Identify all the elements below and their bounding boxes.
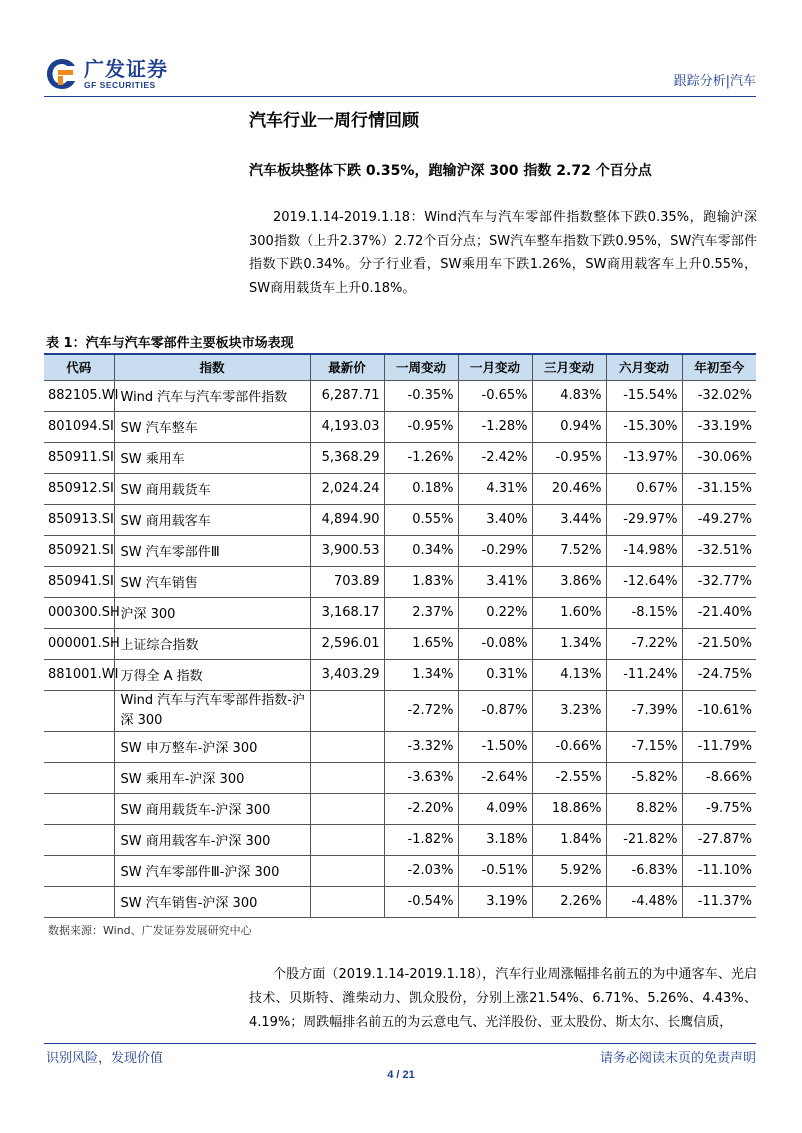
cell-value: 2.37%: [384, 597, 458, 628]
header-divider: [44, 96, 756, 97]
table-row: [44, 824, 756, 855]
cell-value: 3.41%: [458, 566, 532, 597]
cell-value: -0.95%: [384, 411, 458, 442]
cell-value: 4,894.90: [310, 504, 384, 535]
cell-value: 4.09%: [458, 793, 532, 824]
cell-value: -7.15%: [606, 731, 682, 762]
cell-value: [310, 731, 384, 762]
cell-code: 850911.SI: [44, 442, 114, 473]
cell-value: 2.26%: [532, 886, 606, 917]
cell-value: [310, 690, 384, 731]
cell-value: -0.51%: [458, 855, 532, 886]
cell-value: 0.18%: [384, 473, 458, 504]
cell-value: -0.35%: [384, 380, 458, 411]
table-row: [44, 659, 756, 690]
cell-value: -1.28%: [458, 411, 532, 442]
cell-value: [310, 824, 384, 855]
cell-value: -7.22%: [606, 628, 682, 659]
section-title: 汽车行业一周行情回顾: [249, 111, 419, 131]
cell-value: -1.26%: [384, 442, 458, 473]
cell-value: -2.72%: [384, 690, 458, 731]
cell-code: 000300.SH: [44, 597, 114, 628]
cell-value: -3.32%: [384, 731, 458, 762]
cell-value: 1.34%: [384, 659, 458, 690]
cell-value: -33.19%: [682, 411, 756, 442]
cell-value: -10.61%: [682, 690, 756, 731]
cell-index-name: SW 商用载货车: [114, 473, 310, 504]
cell-value: 3.44%: [532, 504, 606, 535]
cell-index-name: SW 汽车零部件Ⅲ-沪深 300: [114, 855, 310, 886]
table-row: [44, 855, 756, 886]
cell-value: -0.95%: [532, 442, 606, 473]
cell-value: -1.50%: [458, 731, 532, 762]
col-header: 三月变动: [532, 354, 606, 380]
cell-value: -5.82%: [606, 762, 682, 793]
col-header: 六月变动: [606, 354, 682, 380]
cell-index-name: 上证综合指数: [114, 628, 310, 659]
cell-value: 4.83%: [532, 380, 606, 411]
cell-value: 3,168.17: [310, 597, 384, 628]
cell-code: 850941.SI: [44, 566, 114, 597]
cell-index-name: SW 汽车销售-沪深 300: [114, 886, 310, 917]
footer-divider: [44, 1043, 756, 1044]
cell-value: -0.08%: [458, 628, 532, 659]
cell-value: 4.13%: [532, 659, 606, 690]
table-row: [44, 442, 756, 473]
summary-paragraph: 2019.1.14-2019.1.18：Wind汽车与汽车零部件指数整体下跌0.35%，跑输沪深300指数（上升2.37%）2.72个百分点；SW汽车整车指数下跌0.95%，SW汽车零部件指数下跌0.34%。分子行业看，SW乘用车下跌1.26%，SW商用载客车上升0.55%，SW商用载货车上升0.18%。: [249, 210, 757, 296]
cell-value: -11.37%: [682, 886, 756, 917]
cell-code: 882105.WI: [44, 380, 114, 411]
cell-value: 703.89: [310, 566, 384, 597]
cell-value: 3.86%: [532, 566, 606, 597]
cell-value: -1.82%: [384, 824, 458, 855]
cell-value: -2.64%: [458, 762, 532, 793]
cell-index-name: 沪深 300: [114, 597, 310, 628]
cell-index-name: SW 商用载货车-沪深 300: [114, 793, 310, 824]
cell-value: 1.65%: [384, 628, 458, 659]
cell-value: 3,900.53: [310, 535, 384, 566]
stock-paragraph: 个股方面（2019.1.14-2019.1.18），汽车行业周涨幅排名前五的为中通客车、光启技术、贝斯特、潍柴动力、凯众股份，分别上涨21.54%、6.71%、5.26%、4.43%、4.19%；周跌幅排名前五的为云意电气、光洋股份、亚太股份、斯太尔、长鹰信质，: [249, 967, 757, 1030]
cell-value: 7.52%: [532, 535, 606, 566]
cell-code: [44, 886, 114, 917]
table-row: [44, 566, 756, 597]
cell-value: [310, 886, 384, 917]
cell-value: 1.84%: [532, 824, 606, 855]
table-row: [44, 731, 756, 762]
cell-index-name: SW 汽车销售: [114, 566, 310, 597]
cell-value: 5.92%: [532, 855, 606, 886]
cell-value: -15.30%: [606, 411, 682, 442]
cell-value: 1.60%: [532, 597, 606, 628]
table-row: [44, 762, 756, 793]
cell-value: 18.86%: [532, 793, 606, 824]
cell-value: -8.15%: [606, 597, 682, 628]
cell-code: [44, 690, 114, 731]
sub-title: 汽车板块整体下跌 0.35%，跑输沪深 300 指数 2.72 个百分点: [249, 163, 652, 179]
cell-index-name: 万得全 A 指数: [114, 659, 310, 690]
table-row: [44, 473, 756, 504]
cell-code: 850913.SI: [44, 504, 114, 535]
cell-value: 4,193.03: [310, 411, 384, 442]
table-row: [44, 380, 756, 411]
cell-code: 801094.SI: [44, 411, 114, 442]
report-category: 跟踪分析|汽车: [673, 74, 756, 89]
cell-value: -21.40%: [682, 597, 756, 628]
cell-value: -7.39%: [606, 690, 682, 731]
cell-value: 0.22%: [458, 597, 532, 628]
cell-code: [44, 762, 114, 793]
cell-value: -0.87%: [458, 690, 532, 731]
col-header: 代码: [44, 354, 114, 380]
cell-value: 2,024.24: [310, 473, 384, 504]
col-header: 一周变动: [384, 354, 458, 380]
cell-value: -27.87%: [682, 824, 756, 855]
cell-value: -2.20%: [384, 793, 458, 824]
cell-value: -2.55%: [532, 762, 606, 793]
table-row: [44, 628, 756, 659]
table-row: [44, 690, 756, 731]
cell-value: -3.63%: [384, 762, 458, 793]
cell-value: -9.75%: [682, 793, 756, 824]
cell-code: 881001.WI: [44, 659, 114, 690]
table-row: [44, 886, 756, 917]
cell-value: 0.34%: [384, 535, 458, 566]
company-logo: [44, 56, 168, 92]
cell-value: -24.75%: [682, 659, 756, 690]
cell-index-name: SW 商用载客车-沪深 300: [114, 824, 310, 855]
cell-code: [44, 855, 114, 886]
cell-value: 3.40%: [458, 504, 532, 535]
table-row: [44, 411, 756, 442]
cell-code: 000001.SH: [44, 628, 114, 659]
market-table: [44, 353, 756, 918]
cell-value: -0.54%: [384, 886, 458, 917]
cell-index-name: Wind 汽车与汽车零部件指数: [114, 380, 310, 411]
cell-value: 1.34%: [532, 628, 606, 659]
cell-value: 4.31%: [458, 473, 532, 504]
cell-value: -21.82%: [606, 824, 682, 855]
cell-value: 5,368.29: [310, 442, 384, 473]
col-header: 一月变动: [458, 354, 532, 380]
cell-value: [310, 855, 384, 886]
footer-slogan: 识别风险，发现价值: [46, 1051, 164, 1066]
cell-value: -21.50%: [682, 628, 756, 659]
cell-value: -11.24%: [606, 659, 682, 690]
cell-value: -11.10%: [682, 855, 756, 886]
cell-value: -32.77%: [682, 566, 756, 597]
cell-value: -4.48%: [606, 886, 682, 917]
cell-value: -11.79%: [682, 731, 756, 762]
logo-text-cn: 广发证券: [84, 57, 168, 81]
cell-code: [44, 731, 114, 762]
logo-text-en: GF SECURITIES: [84, 80, 156, 90]
cell-code: [44, 824, 114, 855]
cell-value: 0.94%: [532, 411, 606, 442]
cell-index-name: SW 申万整车-沪深 300: [114, 731, 310, 762]
page-number: 4 / 21: [387, 1069, 415, 1081]
cell-value: -6.83%: [606, 855, 682, 886]
cell-index-name: SW 乘用车: [114, 442, 310, 473]
cell-value: 0.31%: [458, 659, 532, 690]
cell-value: -49.27%: [682, 504, 756, 535]
data-source-note: 数据来源：Wind、广发证券发展研究中心: [48, 924, 252, 937]
cell-index-name: SW 汽车零部件Ⅲ: [114, 535, 310, 566]
cell-value: -0.65%: [458, 380, 532, 411]
cell-value: 0.67%: [606, 473, 682, 504]
cell-value: 2,596.01: [310, 628, 384, 659]
cell-value: -32.51%: [682, 535, 756, 566]
page-header: [44, 50, 756, 100]
cell-code: [44, 793, 114, 824]
table-row: [44, 793, 756, 824]
cell-value: 0.55%: [384, 504, 458, 535]
cell-value: -2.03%: [384, 855, 458, 886]
col-header: 年初至今: [682, 354, 756, 380]
cell-value: 20.46%: [532, 473, 606, 504]
table-row: [44, 535, 756, 566]
cell-index-name: SW 汽车整车: [114, 411, 310, 442]
cell-value: -31.15%: [682, 473, 756, 504]
cell-index-name: SW 乘用车-沪深 300: [114, 762, 310, 793]
cell-value: 3.19%: [458, 886, 532, 917]
table-caption: 表 1：汽车与汽车零部件主要板块市场表现: [46, 336, 294, 351]
cell-value: -14.98%: [606, 535, 682, 566]
col-header: 最新价: [310, 354, 384, 380]
cell-value: -32.02%: [682, 380, 756, 411]
cell-index-name: Wind 汽车与汽车零部件指数-沪深 300: [114, 690, 310, 731]
table-row: [44, 597, 756, 628]
cell-value: 8.82%: [606, 793, 682, 824]
cell-value: [310, 793, 384, 824]
cell-index-name: SW 商用载客车: [114, 504, 310, 535]
cell-code: 850921.SI: [44, 535, 114, 566]
cell-value: 3.23%: [532, 690, 606, 731]
cell-value: -8.66%: [682, 762, 756, 793]
table-row: [44, 504, 756, 535]
cell-value: -29.97%: [606, 504, 682, 535]
cell-value: -30.06%: [682, 442, 756, 473]
cell-code: 850912.SI: [44, 473, 114, 504]
table-header-row: [44, 354, 756, 380]
cell-value: -0.29%: [458, 535, 532, 566]
gf-logo-icon: [44, 56, 80, 92]
cell-value: -15.54%: [606, 380, 682, 411]
cell-value: 3,403.29: [310, 659, 384, 690]
footer-disclaimer: 请务必阅读末页的免责声明: [599, 1051, 756, 1066]
col-header: 指数: [114, 354, 310, 380]
cell-value: 1.83%: [384, 566, 458, 597]
cell-value: 6,287.71: [310, 380, 384, 411]
cell-value: -2.42%: [458, 442, 532, 473]
cell-value: 3.18%: [458, 824, 532, 855]
cell-value: -12.64%: [606, 566, 682, 597]
cell-value: -13.97%: [606, 442, 682, 473]
cell-value: [310, 762, 384, 793]
cell-value: -0.66%: [532, 731, 606, 762]
